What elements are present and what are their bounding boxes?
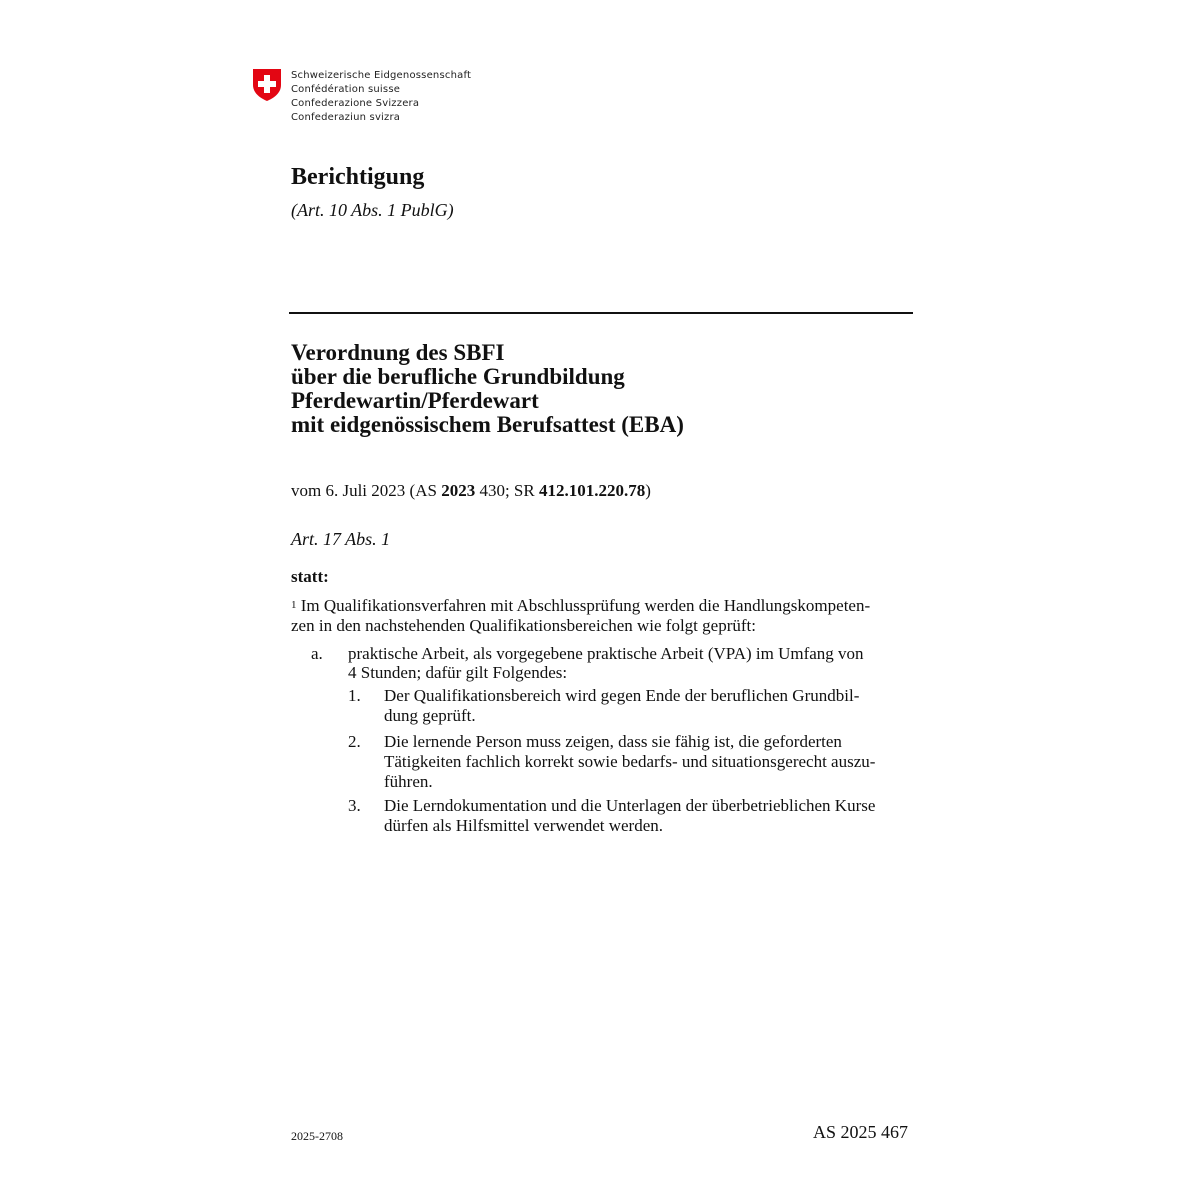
list-item-a-text <box>348 644 912 682</box>
as-number: 430; SR <box>475 481 539 500</box>
sub-item-marker: 2. <box>348 732 361 751</box>
agency-line-it: Confederazione Svizzera <box>291 98 420 109</box>
sub-item-line: dürfen als Hilfsmittel verwendet werden. <box>384 816 663 835</box>
horizontal-divider <box>289 312 913 314</box>
sub-item-line: dung geprüft. <box>384 706 476 725</box>
date-prefix: vom 6. Juli 2023 (AS <box>291 481 442 500</box>
enactment-date-line <box>291 481 651 501</box>
list-item-marker: a. <box>311 644 323 663</box>
title-line: Verordnung des SBFI <box>291 340 505 365</box>
paragraph-line: zen in den nachstehenden Qualifikationsbereichen wie folgt geprüft: <box>291 616 756 635</box>
title-line: über die berufliche Grundbildung <box>291 364 625 389</box>
agency-line-de: Schweizerische Eidgenossenschaft <box>291 70 472 81</box>
article-reference: Art. 17 Abs. 1 <box>291 529 391 549</box>
list-item-line: praktische Arbeit, als vorgegebene praktische Arbeit (VPA) im Umfang von <box>348 644 864 663</box>
agency-line-rm: Confederaziun svizra <box>291 112 401 123</box>
sr-number: 412.101.220.78 <box>538 481 646 500</box>
agency-line-fr: Confédération suisse <box>291 84 401 95</box>
document-type-heading: Berichtigung <box>291 164 425 190</box>
sub-item-text <box>384 732 910 792</box>
sub-item-line: Tätigkeiten fachlich korrekt sowie bedarfs- und situationsgerecht auszu- <box>384 752 876 771</box>
statt-label: statt: <box>291 567 329 586</box>
paragraph-line: Im Qualifikationsverfahren mit Abschlussprüfung werden die Handlungskompeten- <box>296 596 871 615</box>
title-line: mit eidgenössischem Berufsattest (EBA) <box>291 412 684 437</box>
sub-item-line: führen. <box>384 772 433 791</box>
sub-item-line: Der Qualifikationsbereich wird gegen Ende der beruflichen Grundbil- <box>384 686 860 705</box>
sub-item-text <box>384 796 910 836</box>
legal-basis: (Art. 10 Abs. 1 PublG) <box>291 200 454 220</box>
as-year: 2023 <box>441 481 476 500</box>
swiss-cross-shield-icon <box>252 68 282 102</box>
list-item-line: 4 Stunden; dafür gilt Folgendes: <box>348 663 568 682</box>
footer-as-reference: AS 2025 467 <box>813 1122 909 1142</box>
agency-name <box>291 69 471 125</box>
sub-item-marker: 3. <box>348 796 361 815</box>
sub-item-line: Die Lerndokumentation und die Unterlagen der überbetrieblichen Kurse <box>384 796 876 815</box>
footer-document-id: 2025-2708 <box>291 1129 343 1143</box>
paragraph-1 <box>291 596 911 636</box>
ordinance-title <box>291 341 684 437</box>
sub-item-marker: 1. <box>348 686 361 705</box>
sub-item-text <box>384 686 910 726</box>
date-suffix: ) <box>645 481 651 500</box>
sub-item-line: Die lernende Person muss zeigen, dass sie fähig ist, die geforderten <box>384 732 842 751</box>
paragraph-number: 1 <box>291 599 297 611</box>
title-line: Pferdewartin/Pferdewart <box>291 388 539 413</box>
